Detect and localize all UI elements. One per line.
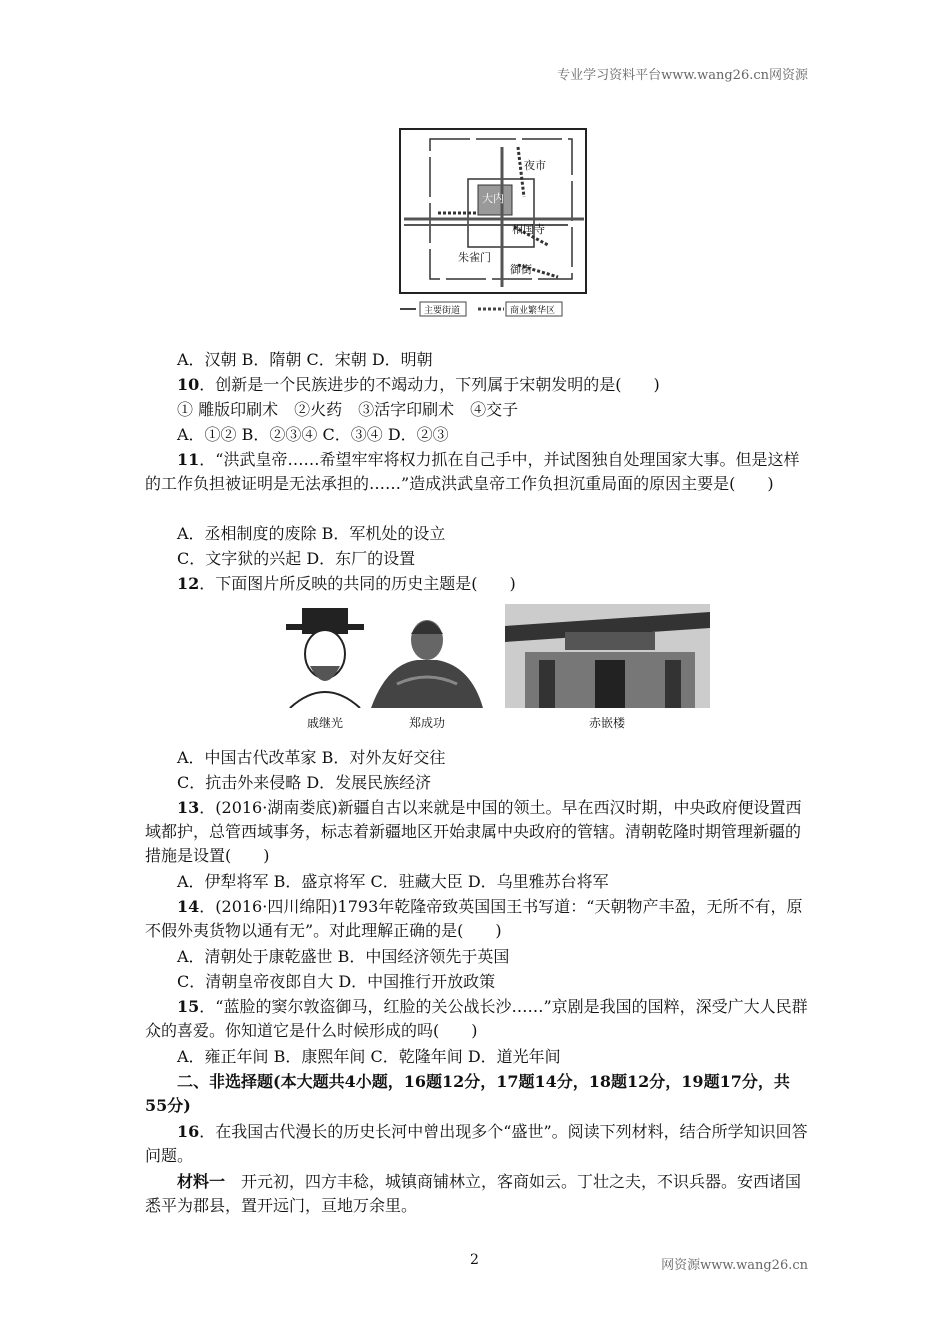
q10-options: A．①② B．②③④ C．③④ D．②③ [177,425,449,444]
q16-number: 16 [177,1122,200,1141]
section-2-title: 二、非选择题(本大题共4小题，16题12分，17题14分，18题12分，19题17分，共55分) [145,1072,790,1115]
q12-number: 12 [177,574,200,593]
q15-stem-text: ．“蓝脸的窦尔敦盗御马，红脸的关公战长沙……”京剧是我国的国粹，深受广大人民群众的喜爱。你知道它是什么时候形成的吗( ) [145,997,808,1040]
q12-stem [145,572,810,596]
q13-options: A．伊犁将军 B．盛京将军 C．驻藏大臣 D．乌里雅苏台将军 [177,872,609,891]
material-1-label: 材料一 [177,1172,226,1191]
footer-site: 网资源www.wang26.cn [661,1258,808,1273]
q12-options-1: A．中国古代改革家 B．对外友好交往 [177,748,446,767]
map-label-south-gate: 朱雀门 [458,251,491,264]
photo-chikan-tower [505,604,710,708]
q12-stem-text: ．下面图片所反映的共同的历史主题是( ) [199,574,516,593]
caption-chikan-tower: 赤嵌楼 [588,716,625,730]
q9-options: A．汉朝 B．隋朝 C．宋朝 D．明朝 [177,350,433,369]
q15-options: A．雍正年间 B．康熙年间 C．乾隆年间 D．道光年间 [177,1047,561,1066]
q10-items: ① 雕版印刷术 ②火药 ③活字印刷术 ④交子 [177,400,519,419]
q14-options-2: C．清朝皇帝夜郎自大 D．中国推行开放政策 [177,972,496,991]
map-label-palace: 大内 [482,192,504,205]
q14-number: 14 [177,897,200,916]
map-label-imperial-street: 御街 [510,263,532,276]
map-label-night-market: 夜市 [524,159,546,172]
statue-zheng-chenggong [367,604,487,708]
q13-stem [145,796,810,868]
kaifeng-map-figure [398,127,588,295]
q12-options-2: C．抗击外来侵略 D．发展民族经济 [177,773,432,792]
map-legend [400,300,590,320]
q16-stem [145,1120,810,1168]
caption-zheng-chenggong: 郑成功 [408,716,445,730]
q10-stem [145,373,810,397]
q14-stem-text: ．(2016·四川绵阳)1793年乾隆帝致英国国王书写道：“天朝物产丰盈，无所不有，原不假外夷货物以通有无”。对此理解正确的是( ) [145,897,803,940]
legend-commercial: 商业繁华区 [510,306,556,316]
q16-stem-text: ．在我国古代漫长的历史长河中曾出现多个“盛世”。阅读下列材料，结合所学知识回答问题。 [145,1122,808,1165]
q14-options-1: A．清朝处于康乾盛世 B．中国经济领先于英国 [177,947,510,966]
q15-number: 15 [177,997,200,1016]
q11-number: 11 [177,450,200,469]
q13-stem-text: ．(2016·湖南娄底)新疆自古以来就是中国的领土。早在西汉时期，中央政府便设置西域都护，总管西域事务，标志着新疆地区开始隶属中央政府的管辖。清朝乾隆时期管理新疆的措施是设置( ) [145,798,802,865]
legend-main-street: 主要街道 [424,306,461,316]
q10-stem-text: ．创新是一个民族进步的不竭动力，下列属于宋朝发明的是( ) [199,375,660,394]
map-label-temple: 相国寺 [512,223,545,236]
q12-pictures [275,604,715,734]
q14-stem [145,895,810,943]
q13-number: 13 [177,798,200,817]
caption-qi-jiguang: 戚继光 [306,716,343,730]
q11-stem [145,448,810,496]
q11-options-1: A．丞相制度的废除 B．军机处的设立 [177,524,446,543]
q11-options-2: C．文字狱的兴起 D．东厂的设置 [177,549,416,568]
material-1-text: 开元初，四方丰稔，城镇商铺林立，客商如云。丁壮之夫，不识兵器。安西诸国悉平为郡县，置开远门，亘地万余里。 [145,1172,802,1215]
page-number: 2 [470,1252,479,1268]
q15-stem [145,995,810,1043]
q10-number: 10 [177,375,200,394]
q11-stem-text: ．“洪武皇帝……希望牢牢将权力抓在自己手中，并试图独自处理国家大事。但是这样的工作负担被证明是无法承担的……”造成洪武皇帝工作负担沉重局面的原因主要是( ) [145,450,800,493]
portrait-qi-jiguang [280,604,370,708]
q16-material-1 [145,1170,810,1218]
page-header-site: 专业学习资料平台www.wang26.cn网资源 [557,68,808,83]
